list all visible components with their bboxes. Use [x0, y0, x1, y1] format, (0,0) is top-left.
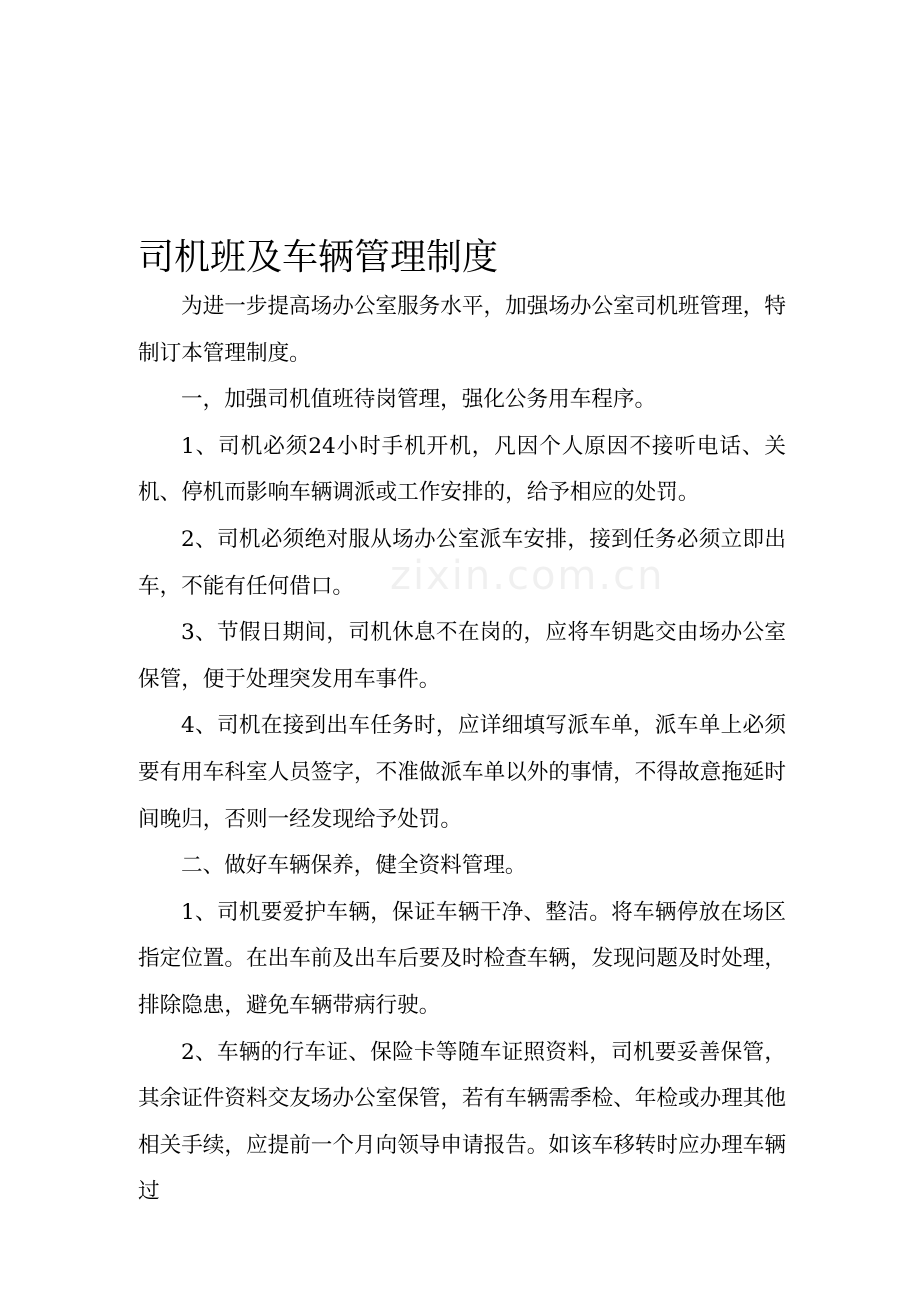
paragraph-rule-2-1: 1、司机要爱护车辆，保证车辆干净、整洁。将车辆停放在场区指定位置。在出车前及出车后要及时检查车辆，发现问题及时处理，排除隐患，避免车辆带病行驶。 [138, 899, 786, 1018]
document-body [138, 284, 786, 1216]
paragraph-rule-2-2: 2、车辆的行车证、保险卡等随车证照资料，司机要妥善保管，其余证件资料交友场办公室保管，若有车辆需季检、年检或办理其他相关手续，应提前一个月向领导申请报告。如该车移转时应办理车辆过 [138, 1039, 786, 1205]
paragraph-rule-1-2: 2、司机必须绝对服从场办公室派车安排，接到任务必须立即出车，不能有任何借口。 [138, 526, 786, 599]
paragraph-intro: 为进一步提高场办公室服务水平，加强场办公室司机班管理，特制订本管理制度。 [138, 294, 786, 366]
paragraph-rule-1-1: 1、司机必须24小时手机开机，凡因个人原因不接听电话、关机、停机而影响车辆调派或工作安排的，给予相应的处罚。 [138, 433, 786, 506]
section-heading-1: 一，加强司机值班待岗管理，强化公务用车程序。 [181, 387, 657, 413]
watermark: zixin.com.cn [390, 553, 665, 599]
document-title: 司机班及车辆管理制度 [138, 237, 499, 278]
paragraph-rule-1-4: 4、司机在接到出车任务时，应详细填写派车单，派车单上必须要有用车科室人员签字，不准做派车单以外的事情，不得故意拖延时间晚归，否则一经发现给予处罚。 [138, 713, 786, 832]
section-heading-2: 二、做好车辆保养，健全资料管理。 [181, 853, 527, 879]
paragraph-rule-1-3: 3、节假日期间，司机休息不在岗的，应将车钥匙交由场办公室保管，便于处理突发用车事件。 [138, 620, 786, 692]
